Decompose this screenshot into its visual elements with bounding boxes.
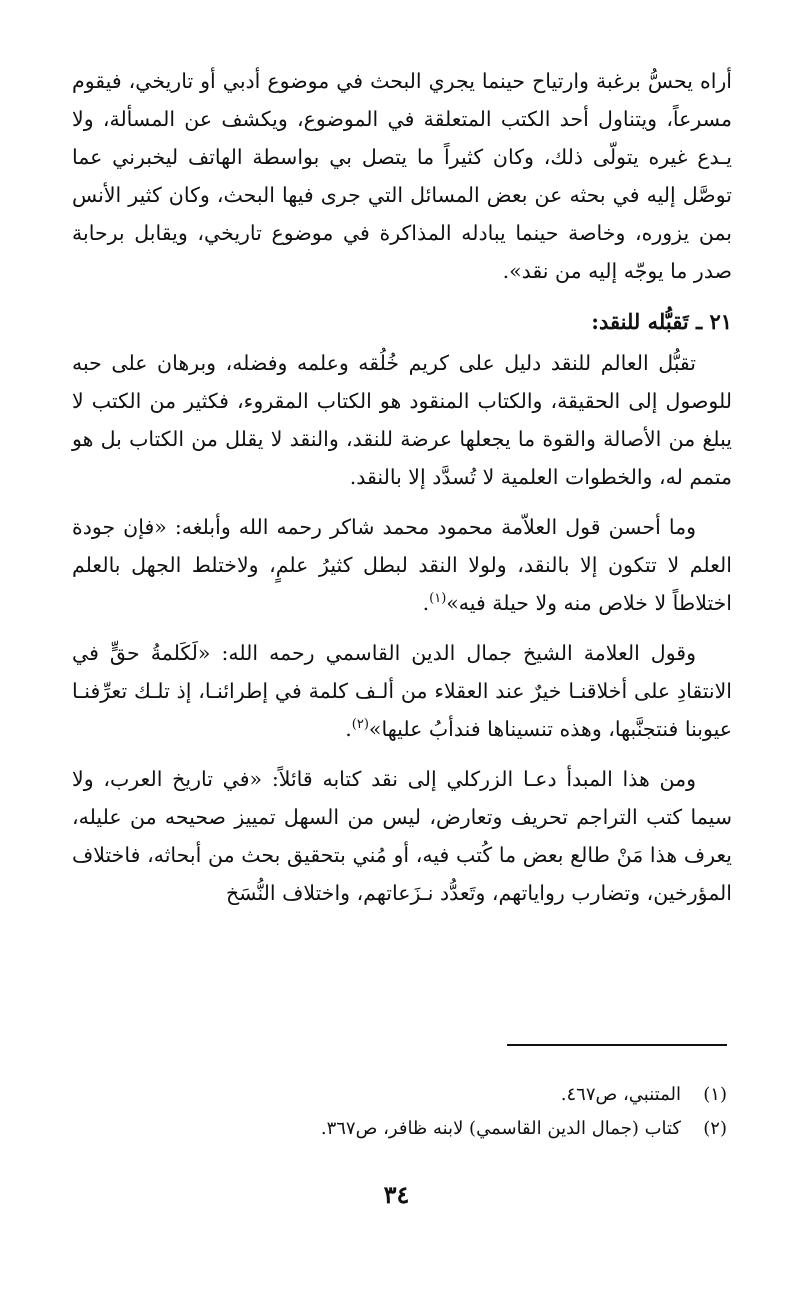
paragraph-2: تقبُّل العالم للنقد دليل على كريم خُلُقه وعلمه وفضله، وبرهان على حبه للوصول إلى الحقيقة، والكتاب المنقود هو الكتاب المقروء، فكثير من الكتب لا يبلغ من الأصالة والقوة ما يجعلها عرضة للنقد، والنقد لا يقلل من الكتاب بل هو متمم له، والخطوات العلمية لا تُسدَّد إلا بالنقد. — [72, 351, 732, 489]
footnote-text: المتنبي، ص٤٦٧. — [560, 1084, 681, 1105]
footnote-ref-1[interactable]: (١) — [429, 591, 447, 607]
footnote-number: (٢) — [703, 1118, 727, 1139]
paragraph-3-end: . — [422, 591, 430, 615]
paragraph-4-end: . — [345, 717, 352, 741]
paragraph-3-text: وما أحسن قول العلاّمة محمود محمد شاكر رحمه الله وأبلغه: «فإن جودة العلم لا تتكون إلا بالنقد، ولولا النقد لبطل كثيرُ علمٍ، ولاختلط الجهل بالعلم اختلاطاً لا خلاص منه ولا حيلة فيه» — [72, 515, 732, 615]
footnote-divider — [507, 1044, 727, 1046]
paragraph-5: ومن هذا المبدأ دعـا الزركلي إلى نقد كتابه قائلاً: «في تاريخ العرب، ولا سيما كتب التراجم تحريف وتعارض، ليس من السهل تمييز صحيحه من عليله، يعرف هذا مَنْ طالع بعض ما كُتب فيه، أو مُني بتحقيق بحث من أبحاثه، فاختلاف المؤرخين، وتضارب رواياتهم، وتَعدُّد نـزَعاتهم، واختلاف النُّسَخ — [72, 767, 732, 905]
footnote-text: كتاب (جمال الدين القاسمي) لابنه ظافر، ص٣٦٧. — [320, 1118, 681, 1139]
page-number: ٣٤ — [383, 1180, 410, 1209]
footnote-item — [67, 1078, 727, 1112]
footnote-ref-2[interactable]: (٢) — [351, 717, 369, 733]
paragraph-1: أراه يحسُّ برغبة وارتياح حينما يجري البحث في موضوع أدبي أو تاريخي، فيقوم مسرعاً، ويتناول أحد الكتب المتعلقة في الموضوع، ويكشف عن المسألة، ولا يـدع غيره يتولّى ذلك، وكان كثيراً ما يتصل بي بواسطة الهاتف ليخبرني عما توصَّل إليه في بحثه عن بعض المسائل التي جرى فيها البحث، وكان كثير الأنس بمن يزوره، وخاصة حينما يبادله المذاكرة في موضوع تاريخي، ويقابل برحابة صدر ما يوجّه إليه من نقد». — [72, 69, 732, 283]
footnotes — [67, 1078, 727, 1146]
footnote-item — [67, 1112, 727, 1146]
paragraph-4-text: وقول العلامة الشيخ جمال الدين القاسمي رحمه الله: «لَكَلمةُ حقٍّ في الانتقادِ على أخلاقنـا خيرٌ عند العقلاء من ألـف كلمة في إطرائنـا، إذ تلـك تعرِّفنـا عيوبنا فنتجنَّبها، وهذه تنسيناها فندأبُ عليها» — [72, 641, 732, 741]
paragraph-3 — [72, 508, 732, 622]
page-body — [72, 62, 732, 912]
paragraph-4 — [72, 634, 732, 748]
footnote-number: (١) — [703, 1084, 727, 1105]
section-heading: ٢١ ـ تَقبُّله للنقد: — [591, 309, 732, 334]
